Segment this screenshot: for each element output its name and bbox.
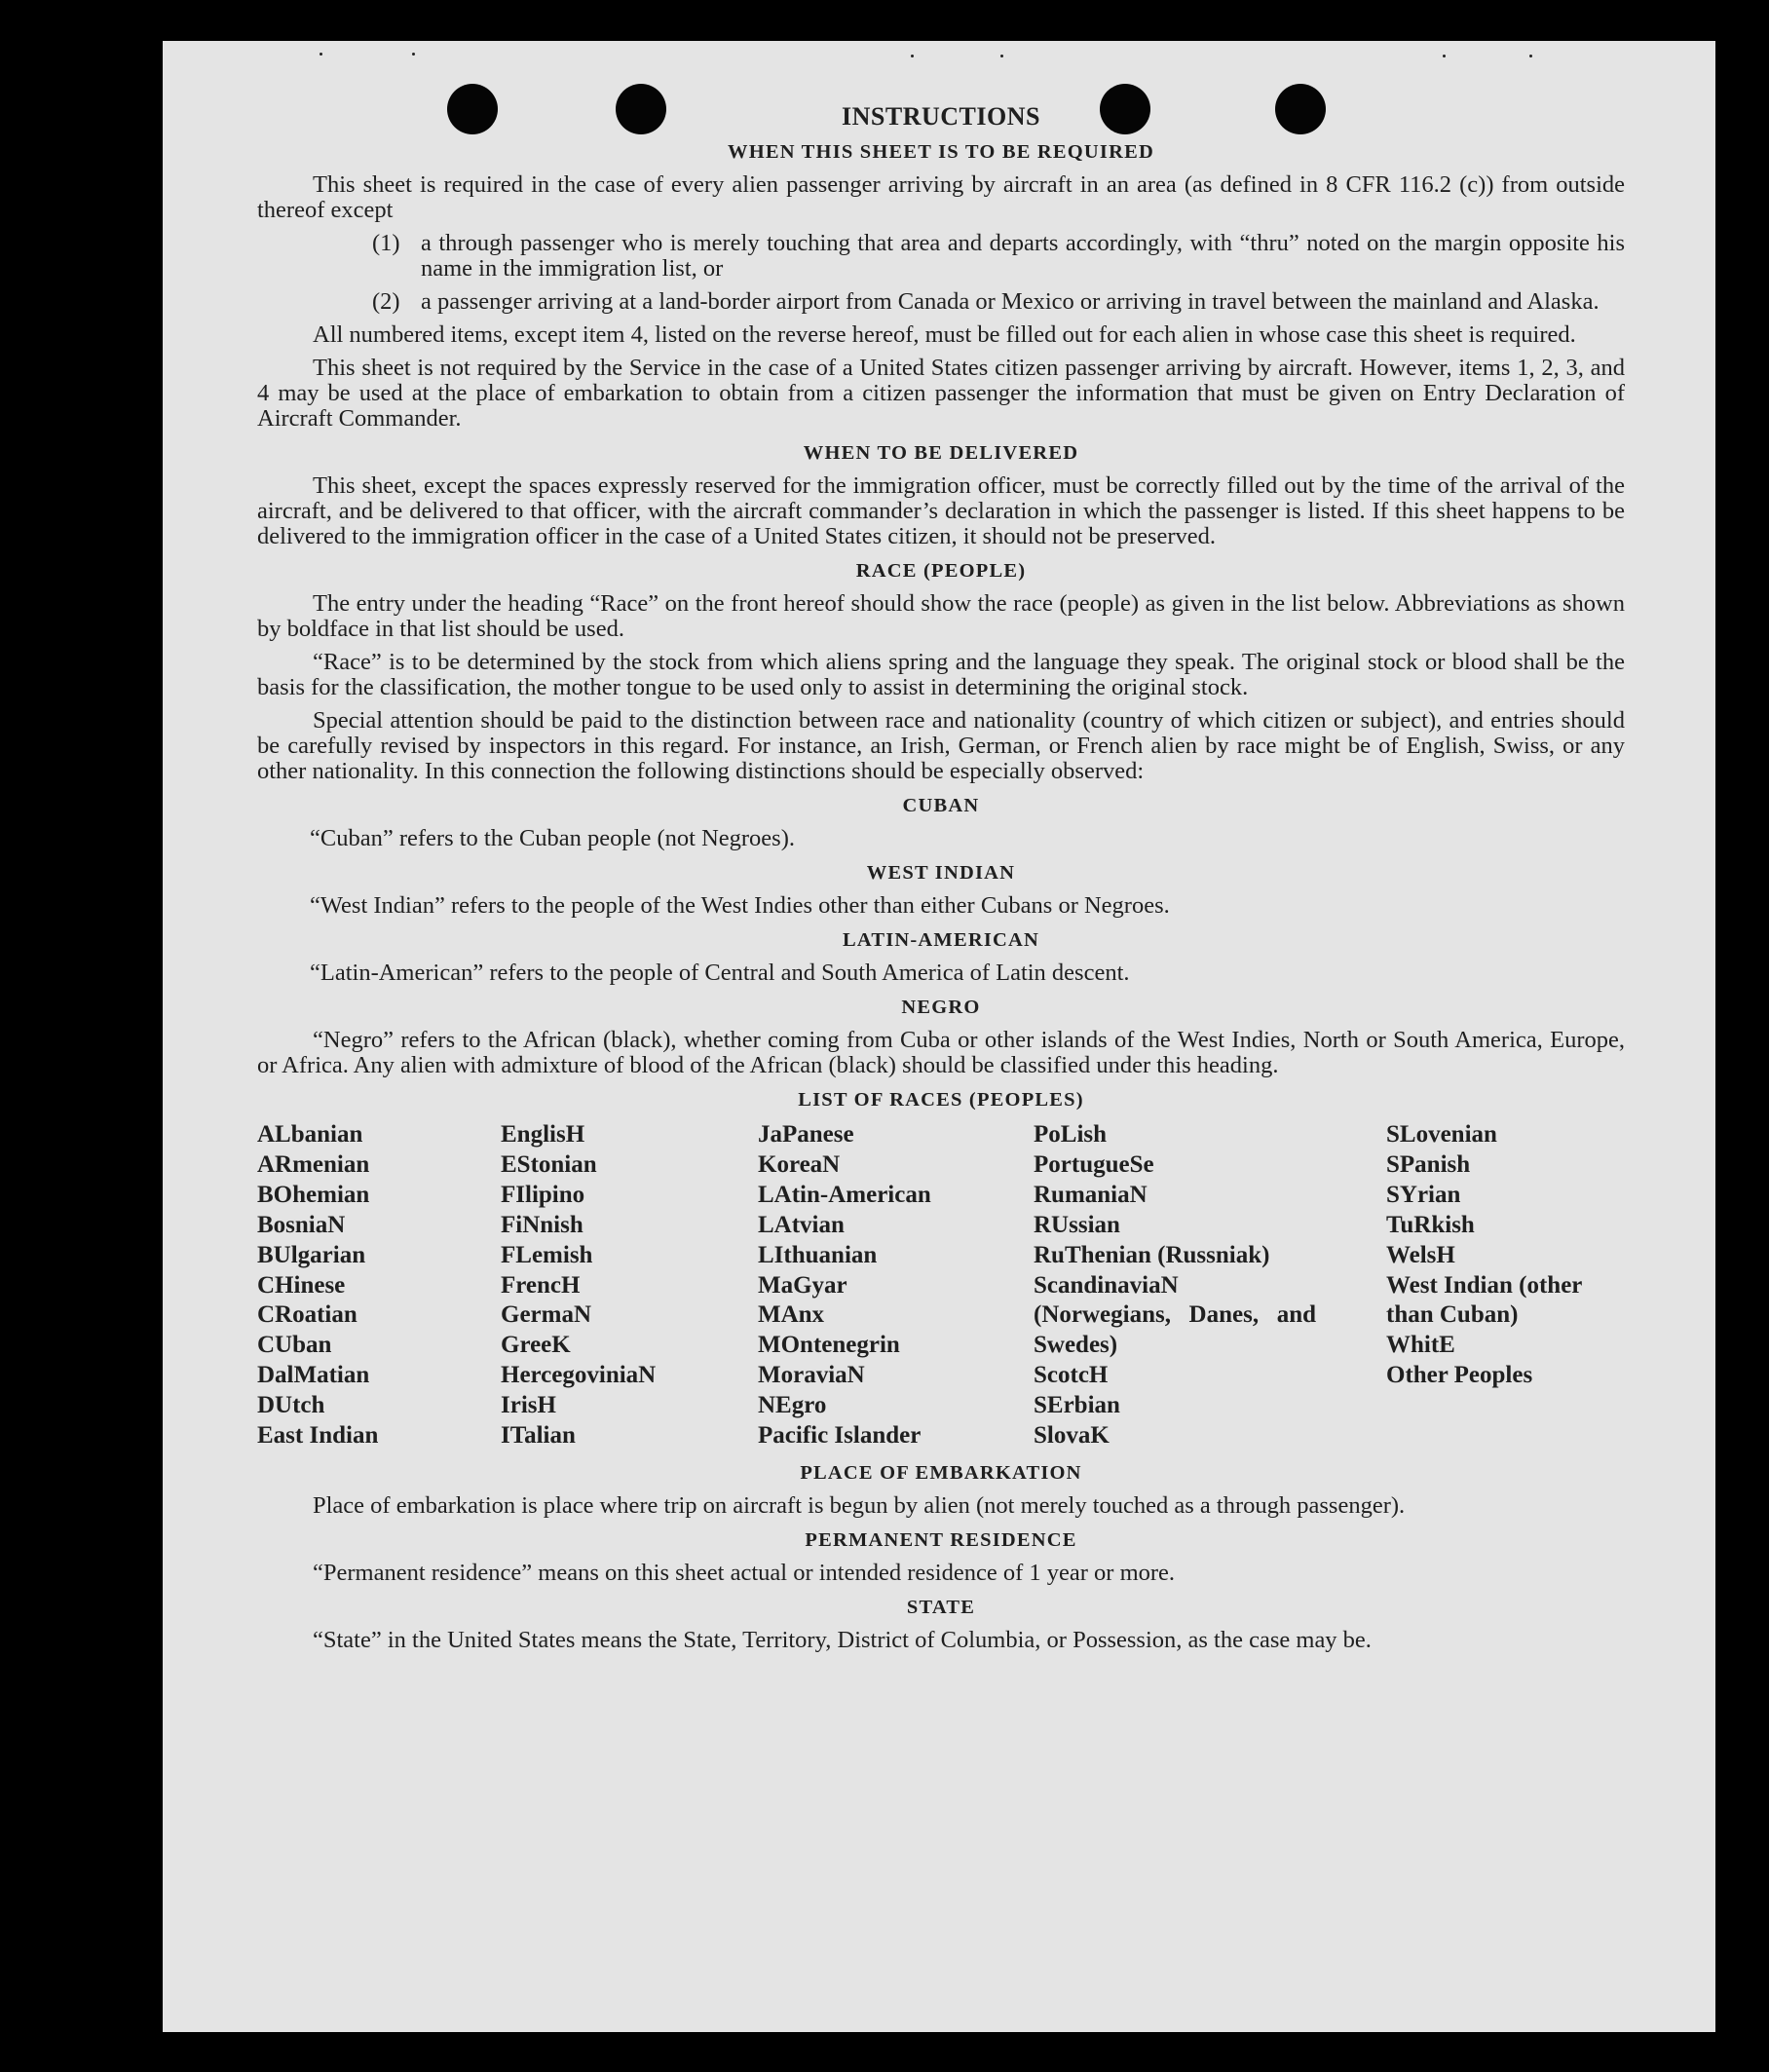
- race-entry: WelsH: [1386, 1241, 1455, 1268]
- item-text: a passenger arriving at a land-border airport from Canada or Mexico or arriving in travel between the mainland and Alaska.: [421, 288, 1600, 315]
- race-entry: SYrian: [1386, 1181, 1461, 1208]
- list-item: [257, 289, 1625, 315]
- races-column: [1034, 1120, 1316, 1451]
- race-entry: FLemish: [501, 1241, 593, 1268]
- races-column: [257, 1120, 378, 1451]
- races-group: [1386, 1120, 1630, 1271]
- race-entry: CUban: [257, 1332, 332, 1359]
- races-group: [1034, 1120, 1316, 1271]
- race-entry: GermaN: [501, 1301, 592, 1329]
- paragraph: This sheet, except the spaces expressly reserved for the immigration officer, must be correctly filled out by the time of the arrival of the aircraft, and be delivered to that officer, with the aircraft commander’s declaration in which the passenger is listed. If this sheet happens to be delivered to the immigration officer in the case of a United States citizen, it should not be preserved.: [257, 472, 1625, 549]
- heading-when-delivered: WHEN TO BE DELIVERED: [803, 442, 1079, 464]
- race-entry: LAtin-American: [758, 1181, 931, 1208]
- scan-speck: [412, 53, 415, 56]
- race-entry: LAtvian: [758, 1211, 845, 1238]
- item-number: (2): [372, 288, 400, 315]
- race-entry: ITalian: [501, 1422, 576, 1450]
- race-entry: ScotcH: [1034, 1362, 1109, 1389]
- races-column: [501, 1120, 656, 1451]
- heading-latin-american: LATIN-AMERICAN: [842, 929, 1040, 951]
- race-entry: BosniaN: [257, 1211, 346, 1238]
- scan-speck: [1443, 55, 1446, 57]
- heading-race: RACE (PEOPLE): [855, 560, 1027, 582]
- race-entry: MOntenegrin: [758, 1332, 900, 1359]
- definition-embarkation: Place of embarkation is place where trip on aircraft is begun by alien (not merely touched as a through passenger).: [313, 1492, 1406, 1519]
- race-entry: HercegoviniaN: [501, 1362, 657, 1389]
- definition-residence: “Permanent residence” means on this sheet actual or intended residence of 1 year or more.: [313, 1560, 1176, 1586]
- race-entry: GreeK: [501, 1332, 571, 1359]
- race-entry: MaGyar: [758, 1271, 847, 1299]
- race-entry: LIthuanian: [758, 1241, 878, 1268]
- definition-negro: “Negro” refers to the African (black), whether coming from Cuba or other islands of the West Indies, North or South America, Europe, or Africa. Any alien with admixture of blood of the African (black) should be classified under this heading.: [257, 1027, 1625, 1078]
- scan-speck: [911, 55, 914, 57]
- definition-state: “State” in the United States means the State, Territory, District of Columbia, or Possession, as the case may be.: [313, 1627, 1372, 1653]
- heading-permanent-residence: PERMANENT RESIDENCE: [805, 1529, 1077, 1551]
- race-entry: MAnx: [758, 1301, 825, 1329]
- scan-speck: [1000, 55, 1003, 57]
- race-entry: IrisH: [501, 1392, 556, 1419]
- race-entry: SLovenian: [1386, 1121, 1497, 1148]
- list-item: [257, 231, 1625, 282]
- race-entry: EnglisH: [501, 1121, 585, 1148]
- race-entry: PoLish: [1034, 1121, 1108, 1148]
- race-entry-scandinavian: ScandinaviaN (Norwegians, Danes, and Swedes): [1034, 1271, 1316, 1359]
- race-entry: JaPanese: [758, 1121, 854, 1148]
- race-entry: FrencH: [501, 1271, 581, 1299]
- definition-latin-american: “Latin-American” refers to the people of Central and South America of Latin descent.: [310, 960, 1130, 986]
- scan-speck: [1529, 55, 1532, 57]
- heading-negro: NEGRO: [901, 997, 981, 1018]
- races-group: [1386, 1331, 1630, 1391]
- scan-speck: [320, 53, 322, 56]
- heading-cuban: CUBAN: [902, 795, 980, 816]
- race-entry: NEgro: [758, 1392, 827, 1419]
- paragraph: This sheet is not required by the Service in the case of a United States citizen passenger arriving by aircraft. However, items 1, 2, 3, and 4 may be used at the place of embarkation to obtain from a citizen passenger the information that must be given on Entry Declaration of Aircraft Commander.: [257, 355, 1625, 432]
- document-page: [163, 41, 1715, 2032]
- race-entry: KoreaN: [758, 1150, 841, 1178]
- race-entry: SlovaK: [1034, 1422, 1110, 1450]
- heading-embarkation: PLACE OF EMBARKATION: [800, 1462, 1082, 1484]
- race-entry: MoraviaN: [758, 1362, 865, 1389]
- heading-west-indian: WEST INDIAN: [866, 862, 1016, 884]
- race-entry: Pacific Islander: [758, 1422, 922, 1450]
- heading-state: STATE: [906, 1597, 976, 1618]
- race-entry: RuThenian (Russniak): [1034, 1241, 1270, 1268]
- race-entry: TuRkish: [1386, 1211, 1475, 1238]
- instructions-body: [257, 104, 1625, 1661]
- paragraph: Special attention should be paid to the distinction between race and nationality (country of which citizen or subject), and entries should be carefully revised by inspectors in this regard. For instance, an Irish, German, or French alien by race might be of English, Swiss, or any other nationality. In this connection the following distinctions should be especially observed:: [257, 707, 1625, 784]
- race-entry: DUtch: [257, 1392, 325, 1419]
- race-entry: WhitE: [1386, 1332, 1455, 1359]
- heading-list-of-races: LIST OF RACES (PEOPLES): [798, 1089, 1084, 1111]
- item-text: a through passenger who is merely touching that area and departs accordingly, with “thru” noted on the margin opposite his name in the immigration list, or: [421, 230, 1625, 282]
- race-entry: East Indian: [257, 1422, 379, 1450]
- races-group: [1034, 1361, 1316, 1451]
- races-column: [1386, 1120, 1630, 1391]
- paragraph: The entry under the heading “Race” on the front hereof should show the race (people) as given in the list below. Abbreviations as shown by boldface in that list should be used.: [257, 590, 1625, 642]
- race-entry: FiNnish: [501, 1211, 583, 1238]
- race-entry: SPanish: [1386, 1150, 1471, 1178]
- paragraph: This sheet is required in the case of every alien passenger arriving by aircraft in an area (as defined in 8 CFR 116.2 (c)) from outside thereof except: [257, 171, 1625, 223]
- race-entry: BOhemian: [257, 1181, 370, 1208]
- race-entry-west-indian: West Indian (other than Cuban): [1386, 1271, 1582, 1329]
- race-entry: CRoatian: [257, 1301, 358, 1329]
- definition-cuban: “Cuban” refers to the Cuban people (not Negroes).: [310, 825, 795, 851]
- races-list: [257, 1120, 1625, 1451]
- race-entry: ALbanian: [257, 1121, 363, 1148]
- race-entry: EStonian: [501, 1150, 597, 1178]
- race-entry: DalMatian: [257, 1362, 370, 1389]
- race-entry: ARmenian: [257, 1150, 370, 1178]
- race-entry: RUssian: [1034, 1211, 1120, 1238]
- race-entry: PortugueSe: [1034, 1150, 1154, 1178]
- race-entry: SErbian: [1034, 1392, 1120, 1419]
- paragraph: All numbered items, except item 4, listed on the reverse hereof, must be filled out for each alien in whose case this sheet is required.: [313, 321, 1576, 348]
- page-title: INSTRUCTIONS: [842, 102, 1040, 131]
- paragraph: “Race” is to be determined by the stock from which aliens spring and the language they speak. The original stock or blood shall be the basis for the classification, the mother tongue to be used only to assist in determining the original stock.: [257, 649, 1625, 700]
- race-entry: FIlipino: [501, 1181, 585, 1208]
- race-entry: RumaniaN: [1034, 1181, 1148, 1208]
- race-entry: CHinese: [257, 1271, 346, 1299]
- heading-when-required: WHEN THIS SHEET IS TO BE REQUIRED: [728, 141, 1154, 163]
- definition-west-indian: “West Indian” refers to the people of the West Indies other than either Cubans or Negroes.: [310, 892, 1170, 919]
- item-number: (1): [372, 230, 400, 256]
- race-entry: Other Peoples: [1386, 1362, 1533, 1389]
- races-column: [758, 1120, 931, 1451]
- race-entry: BUlgarian: [257, 1241, 366, 1268]
